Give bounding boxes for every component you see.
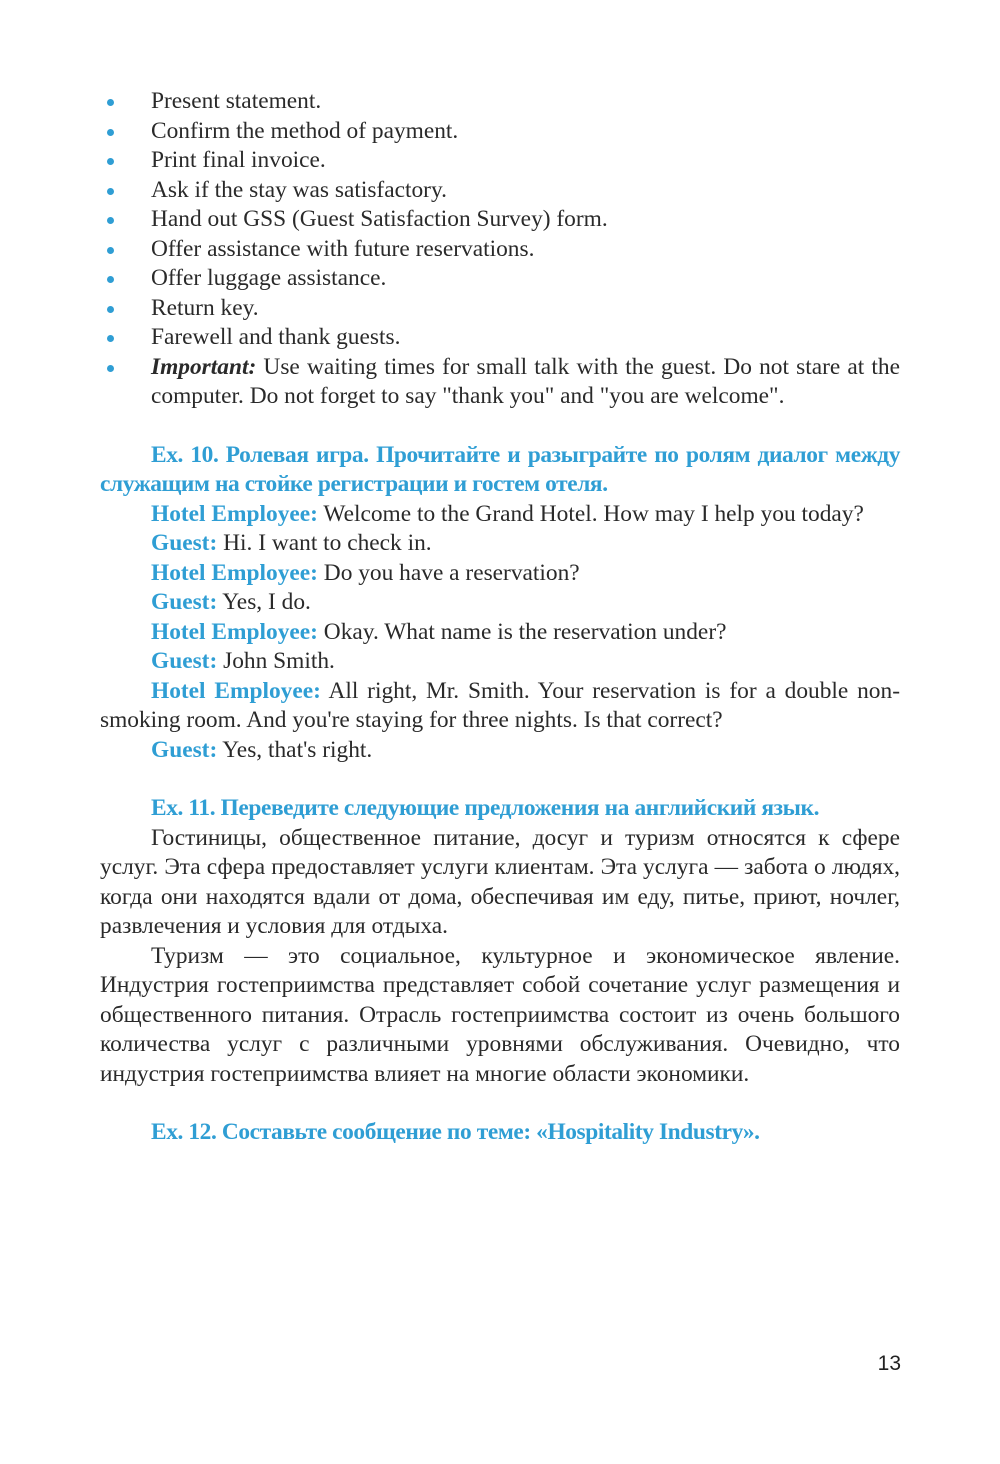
- dialogue-line: [100, 618, 900, 648]
- dialogue: [100, 500, 900, 766]
- list-item-text: Offer assistance with future reservations.: [151, 235, 535, 262]
- speaker-label: Guest:: [151, 648, 218, 674]
- bullet-icon: [107, 306, 114, 313]
- page-content: [100, 87, 900, 1148]
- translation-paragraph: Туризм — это социальное, культурное и экономическое явление. Индустрия гостеприимства представляет собой сочетание услуг размещения и общественного питания. Отрасль гостеприимства состоит из очень большого количества услуг с различными уровнями обслуживания. Очевидно, что индустрия гостеприимства влияет на многие области экономики.: [100, 942, 900, 1087]
- speaker-label: Guest:: [151, 530, 218, 556]
- speaker-label: Guest:: [151, 736, 218, 763]
- speaker-label: Hotel Employee:: [151, 559, 318, 586]
- dialogue-line: [100, 588, 900, 618]
- list-item-text: Confirm the method of payment.: [151, 117, 459, 144]
- dialogue-line: [100, 500, 900, 530]
- exercise-12-heading: Ex. 12. Составьте сообщение по теме: «Hospitality Industry».: [151, 1119, 760, 1145]
- bullet-icon: [107, 129, 114, 136]
- bullet-icon: [107, 365, 114, 372]
- exercise-11-heading: Ex. 11. Переведите следующие предложения на английский язык.: [151, 795, 820, 821]
- list-item: [100, 294, 900, 324]
- list-item: [100, 117, 900, 147]
- list-item-text: Ask if the stay was satisfactory.: [151, 176, 447, 203]
- speaker-label: Hotel Employee:: [151, 500, 318, 527]
- important-label: Important:: [151, 353, 257, 380]
- bullet-icon: [107, 99, 114, 106]
- dialogue-text: Welcome to the Grand Hotel. How may I help you today?: [317, 500, 864, 527]
- list-item: [100, 205, 900, 235]
- checkout-steps-list: [100, 87, 900, 412]
- bullet-icon: [107, 217, 114, 224]
- list-item: [100, 87, 900, 117]
- dialogue-text: All right, Mr. Smith. Your reservation is for a double non-smoking room. And you're staying for three nights. Is that correct?: [100, 677, 900, 733]
- dialogue-line: [100, 529, 900, 559]
- bullet-icon: [107, 247, 114, 254]
- exercise-10-heading: Ex. 10. Ролевая игра. Прочитайте и разыграйте по ролям диалог между служащим на стойке регистрации и гостем отеля.: [100, 441, 900, 497]
- dialogue-line: [100, 647, 900, 677]
- list-item: [100, 176, 900, 206]
- list-item-text: Return key.: [151, 294, 259, 321]
- page-number: 13: [877, 1352, 901, 1375]
- list-item: [100, 323, 900, 353]
- list-item: [100, 235, 900, 265]
- list-item-text: Present statement.: [151, 88, 322, 114]
- dialogue-line: [100, 736, 900, 766]
- speaker-label: Hotel Employee:: [151, 677, 321, 704]
- bullet-icon: [107, 188, 114, 195]
- dialogue-line: [100, 677, 900, 736]
- dialogue-text: Yes, that's right.: [217, 736, 373, 763]
- list-item-text: Offer luggage assistance.: [151, 265, 387, 291]
- bullet-icon: [107, 335, 114, 342]
- important-note: [151, 353, 900, 412]
- speaker-label: Guest:: [151, 589, 218, 615]
- dialogue-text: Hi. I want to check in.: [217, 530, 432, 556]
- bullet-icon: [107, 158, 114, 165]
- dialogue-line: [100, 559, 900, 589]
- dialogue-text: Do you have a reservation?: [317, 559, 580, 586]
- dialogue-text: Yes, I do.: [217, 589, 311, 615]
- list-item-text: Print final invoice.: [151, 147, 326, 173]
- list-item-text: Hand out GSS (Guest Satisfaction Survey) form.: [151, 206, 608, 232]
- dialogue-text: Okay. What name is the reservation under?: [317, 618, 727, 645]
- translation-paragraph: Гостиницы, общественное питание, досуг и туризм относятся к сфере услуг. Эта сфера предоставляет услуги клиентам. Эта услуга — забота о людях, когда они находятся вдали от дома, обеспечивая им еду, питье, приют, ночлег, развлечения и условия для отдыха.: [100, 824, 900, 939]
- list-item-text: Farewell and thank guests.: [151, 324, 401, 350]
- speaker-label: Hotel Employee:: [151, 618, 318, 645]
- list-item: [100, 146, 900, 176]
- important-text: Use waiting times for small talk with the guest. Do not stare at the computer. Do not forget to say "thank you" and "you are welcome".: [151, 353, 900, 409]
- bullet-icon: [107, 276, 114, 283]
- list-item-important: [100, 353, 900, 412]
- list-item: [100, 264, 900, 294]
- dialogue-text: John Smith.: [217, 648, 335, 674]
